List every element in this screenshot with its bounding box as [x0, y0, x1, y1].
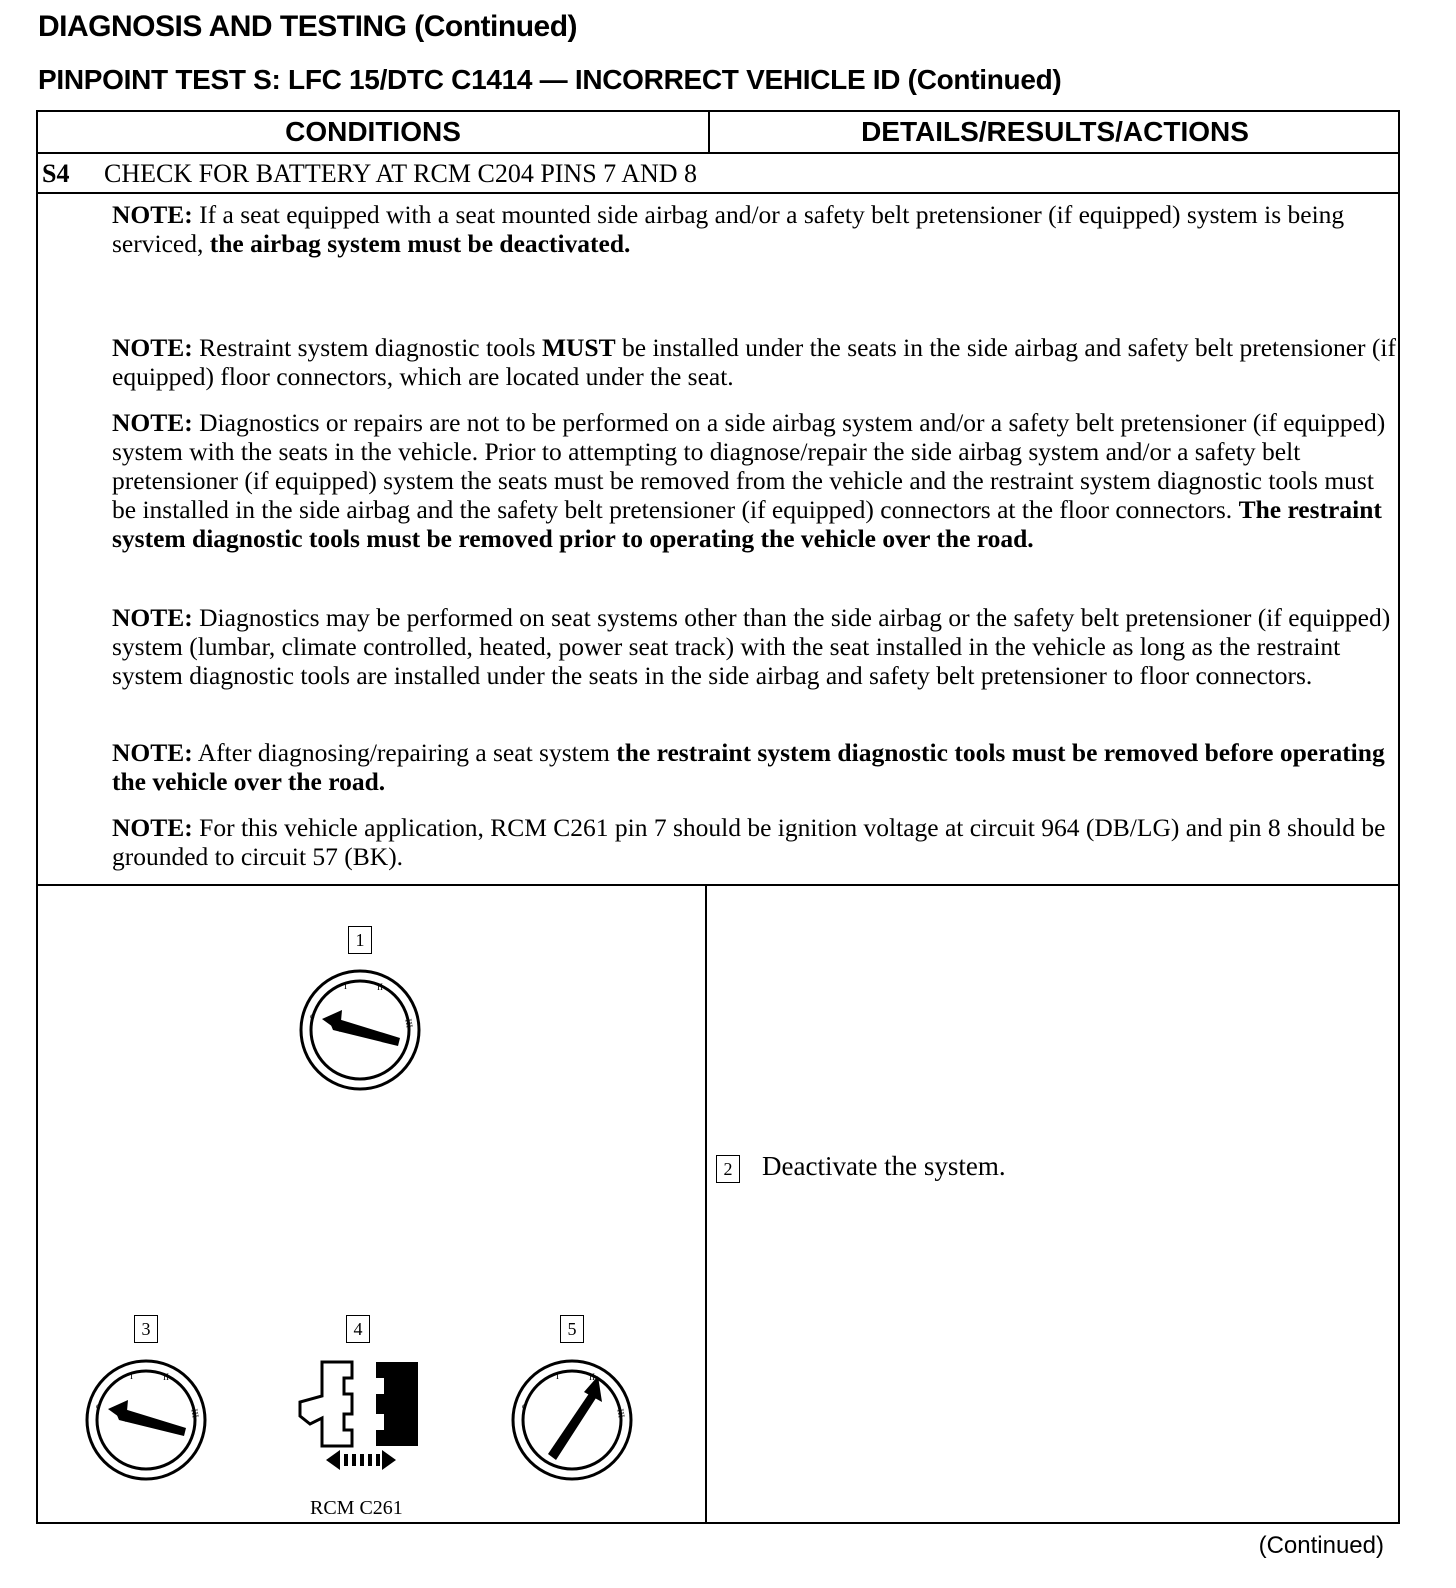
svg-text:I: I: [344, 981, 347, 991]
ignition-switch-icon: [510, 1358, 634, 1482]
note-text: Diagnostics may be performed on seat systems other than the side airbag or the safety belt pretensioner (if equipped) system (lumbar, climate controlled, heated, power seat track) with the seat installed in the vehicle as long as the restraint system diagnostic tools are installed under the seats in the side airbag and safety belt pretensioner to floor connectors.: [112, 603, 1391, 690]
svg-text:III: III: [403, 1018, 415, 1029]
note-text: For this vehicle application, RCM C261 pin 7 should be ignition voltage at circuit 964 (DB/LG) and pin 8 should be grounded to circuit 57 (BK).: [112, 813, 1386, 871]
callout-1: 1: [348, 926, 372, 954]
note-emphasis: The restraint system diagnostic tools must be removed prior to operating the vehicle over the road.: [112, 495, 1382, 553]
note-text: be installed under the seats in the side airbag and safety belt pretensioner (if equipped) floor connectors, which are located under the seat.: [112, 333, 1396, 391]
note-label: NOTE:: [112, 333, 193, 362]
instruction-text: Deactivate the system.: [762, 1151, 1006, 1181]
column-header-details: DETAILS/RESULTS/ACTIONS: [861, 116, 1249, 147]
svg-text:III: III: [615, 1408, 627, 1419]
note-6: [112, 813, 1396, 871]
note-label: NOTE:: [112, 603, 193, 632]
test-table: [36, 110, 1400, 1524]
note-4: [112, 603, 1396, 738]
step-row: [42, 154, 697, 194]
continued-label: (Continued): [1258, 1532, 1384, 1559]
svg-text:II: II: [377, 982, 383, 992]
rule: [38, 884, 1398, 886]
note-emphasis: MUST: [541, 333, 616, 362]
note-text: Restraint system diagnostic tools: [192, 333, 542, 362]
svg-text:I: I: [130, 1371, 133, 1381]
page-title: DIAGNOSIS AND TESTING (Continued): [38, 10, 578, 43]
note-emphasis: the airbag system must be deactivated.: [209, 229, 631, 258]
ignition-switch-icon: [84, 1358, 208, 1482]
note-label: NOTE:: [112, 738, 193, 767]
instruction-step: [716, 1150, 1006, 1183]
note-emphasis: the restraint system diagnostic tools must be removed before operating the vehicle over the road.: [112, 738, 1385, 796]
callout-4: 4: [346, 1315, 370, 1343]
svg-text:II: II: [163, 1372, 169, 1382]
connector-label: RCM C261: [310, 1497, 403, 1519]
note-text: After diagnosing/repairing a seat system: [192, 738, 617, 767]
callout-2: 2: [716, 1155, 740, 1183]
callout-3: 3: [134, 1315, 158, 1343]
ignition-switch-icon: [298, 968, 422, 1092]
note-label: NOTE:: [112, 200, 193, 229]
note-label: NOTE:: [112, 408, 193, 437]
note-label: NOTE:: [112, 813, 193, 842]
note-text: Diagnostics or repairs are not to be performed on a side airbag system and/or a safety belt pretensioner (if equipped) system with the seats in the vehicle. Prior to attempting to diagnose/repair the side airbag system and/or a safety belt pretensioner (if equipped) system the seats must be removed from the vehicle and the restraint system diagnostic tools must be installed in the side airbag and the safety belt pretensioner (if equipped) connectors at the floor connectors.: [112, 408, 1386, 524]
header-divider: [708, 112, 710, 152]
note-1: [112, 200, 1396, 333]
step-title: CHECK FOR BATTERY AT RCM C204 PINS 7 AND 8: [104, 159, 698, 188]
notes-block: [112, 200, 1396, 871]
callout-5: 5: [560, 1315, 584, 1343]
svg-text:III: III: [189, 1408, 201, 1419]
svg-text:II: II: [589, 1372, 595, 1382]
step-id: S4: [42, 159, 70, 188]
note-2: [112, 333, 1396, 408]
svg-text:o: o: [522, 1401, 527, 1411]
column-header-conditions: CONDITIONS: [285, 116, 461, 147]
illustration-divider: [705, 884, 707, 1524]
note-3: [112, 408, 1396, 603]
note-5: [112, 738, 1396, 813]
pinpoint-test-title: PINPOINT TEST S: LFC 15/DTC C1414 — INCORRECT VEHICLE ID (Continued): [38, 64, 1062, 95]
svg-text:I: I: [556, 1371, 559, 1381]
svg-text:o: o: [96, 1401, 101, 1411]
connector-disconnect-icon: [296, 1358, 426, 1478]
note-text: If a seat equipped with a seat mounted side airbag and/or a safety belt pretensioner (if equipped) system is being serviced,: [112, 200, 1345, 258]
svg-text:o: o: [310, 1011, 315, 1021]
rule: [38, 192, 1398, 194]
